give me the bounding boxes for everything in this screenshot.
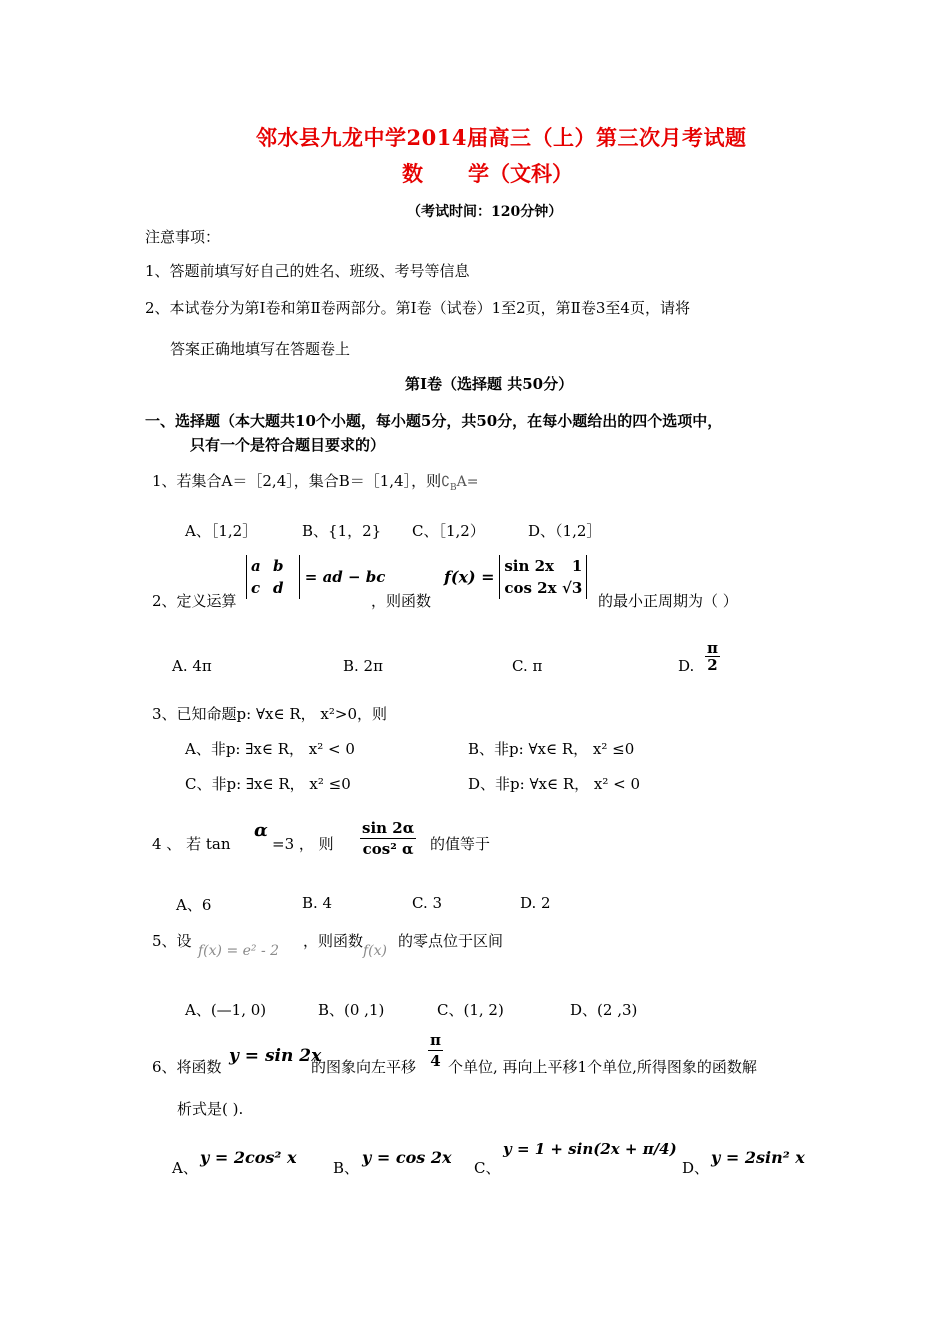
det2-b: 1 <box>571 557 583 575</box>
q6-option-d-formula: y = 2sin² x <box>711 1148 805 1167</box>
q4-option-a: A、6 <box>176 896 212 914</box>
q4-option-d: D. 2 <box>520 894 551 912</box>
q1-complement-formula <box>441 474 479 493</box>
det2-c: cos 2x <box>504 579 557 597</box>
q4-alpha: α <box>254 820 268 841</box>
det-b: b <box>273 557 284 575</box>
q1-option-d: D、（1,2］ <box>528 522 602 540</box>
determinant-abcd <box>246 555 300 599</box>
q6-function: y = sin 2x <box>229 1046 322 1066</box>
section-intro-2: 只有一个是符合题目要求的） <box>190 436 386 454</box>
q5-function-2: f(x) <box>363 943 388 959</box>
notes-heading: 注意事项： <box>145 228 221 246</box>
q2-stem-b: ，则函数 <box>371 592 432 610</box>
complement-tail: A= <box>456 474 479 490</box>
det-c: c <box>251 579 261 597</box>
q4-stem-b: =3 ， 则 <box>272 835 334 853</box>
q2-function-def <box>444 555 587 599</box>
q5-option-a: A、(—1, 0) <box>185 1001 267 1019</box>
determinant-function <box>499 555 587 599</box>
complement-sub: B <box>450 482 457 493</box>
q6-stem-b: 的图象向左平移 <box>311 1058 417 1076</box>
frac-num: π <box>707 639 718 657</box>
q4-option-c: C. 3 <box>412 894 443 912</box>
q4-frac-num: sin 2α <box>362 819 415 837</box>
q4-stem-a: 4 、 若 tan <box>152 835 231 853</box>
exam-title: 邻水县九龙中学2014届高三（上）第三次月考试题 <box>256 125 747 150</box>
q4-stem-c: 的值等于 <box>430 835 491 853</box>
q4-option-b: B. 4 <box>302 894 333 912</box>
section-title: 第Ⅰ卷（选择题 共50分） <box>405 375 574 393</box>
notes-item-1: 1、答题前填写好自己的姓名、班级、考号等信息 <box>145 262 470 280</box>
q5-option-c: C、(1, 2) <box>437 1001 504 1019</box>
q4-fraction <box>360 818 416 859</box>
q2-option-d-fraction <box>705 640 720 673</box>
q2-option-b: B. 2π <box>343 657 383 675</box>
q1-option-b: B、{1，2} <box>302 522 382 540</box>
q5-option-d: D、(2 ,3) <box>570 1001 638 1019</box>
q6-option-d-label: D、 <box>682 1159 710 1177</box>
det2-a: sin 2x <box>504 557 554 575</box>
q2-determinant-def <box>246 555 385 599</box>
q5-function: f(x) = e² - 2 <box>198 943 280 959</box>
notes-item-2-cont: 答案正确地填写在答题卷上 <box>170 340 351 358</box>
q6-option-c-formula: y = 1 + sin(2x + π/4) <box>503 1140 677 1158</box>
subject-char-1: 数 <box>402 161 423 186</box>
q6-frac-den: 4 <box>430 1052 441 1070</box>
q2-stem-c: 的最小正周期为（ ） <box>598 592 738 610</box>
subject-char-2: 学（文科） <box>468 161 573 186</box>
q1-option-a: A、［1,2］ <box>185 522 258 540</box>
q3-option-c: C、非p: ∃x∈ R， x² ≤0 <box>185 775 351 793</box>
q4-frac-den: cos² α <box>362 840 414 858</box>
q6-fraction <box>428 1030 443 1071</box>
section-intro-1: 一、选择题（本大题共10个小题，每小题5分，共50分，在每小题给出的四个选项中， <box>145 412 723 430</box>
q2-option-c: C. π <box>512 657 543 675</box>
q1-stem <box>152 470 479 493</box>
q5-stem-b: ，则函数 <box>303 932 364 950</box>
q6-stem-a: 6、将函数 <box>152 1058 222 1076</box>
q2-option-a: A. 4π <box>172 657 212 675</box>
q6-stem-c: 个单位, 再向上平移1个单位,所得图象的函数解 <box>448 1058 757 1076</box>
det-d: d <box>273 579 284 597</box>
frac-den: 2 <box>707 656 718 674</box>
det-rhs: = ad − bc <box>304 568 386 586</box>
q2-stem-a: 2、定义运算 <box>152 592 237 610</box>
q6-option-c-label: C、 <box>474 1159 501 1177</box>
q5-option-b: B、(0 ,1) <box>318 1001 385 1019</box>
det2-d: √3 <box>562 579 583 597</box>
q1-option-c: C、［1,2） <box>412 522 485 540</box>
q6-option-a-label: A、 <box>172 1159 198 1177</box>
exam-time: （考试时间：120分钟） <box>407 204 563 220</box>
fx-label: f(x) = <box>444 567 495 587</box>
q3-option-a: A、非p: ∃x∈ R， x² < 0 <box>185 740 355 758</box>
q6-stem-d: 析式是( ). <box>177 1100 244 1118</box>
q1-stem-text: 1、若集合A＝［2,4］，集合B＝［1,4］，则 <box>152 472 442 490</box>
q6-option-b-formula: y = cos 2x <box>362 1148 452 1167</box>
q2-option-d: D. <box>678 657 695 675</box>
q3-option-b: B、非p: ∀x∈ R， x² ≤0 <box>468 740 635 758</box>
complement-symbol: ∁ <box>441 474 451 490</box>
q3-stem: 3、已知命题p: ∀x∈ R， x²>0，则 <box>152 705 387 723</box>
q6-frac-num: π <box>430 1031 441 1049</box>
q6-option-a-formula: y = 2cos² x <box>200 1148 297 1167</box>
q6-option-b-label: B、 <box>333 1159 360 1177</box>
q5-stem-a: 5、设 <box>152 932 192 950</box>
q5-stem-c: 的零点位于区间 <box>398 932 504 950</box>
q3-option-d: D、非p: ∀x∈ R， x² < 0 <box>468 775 641 793</box>
det-a: a <box>251 557 261 575</box>
notes-item-2: 2、本试卷分为第Ⅰ卷和第Ⅱ卷两部分。第Ⅰ卷（试卷）1至2页，第Ⅱ卷3至4页，请将 <box>145 299 690 317</box>
